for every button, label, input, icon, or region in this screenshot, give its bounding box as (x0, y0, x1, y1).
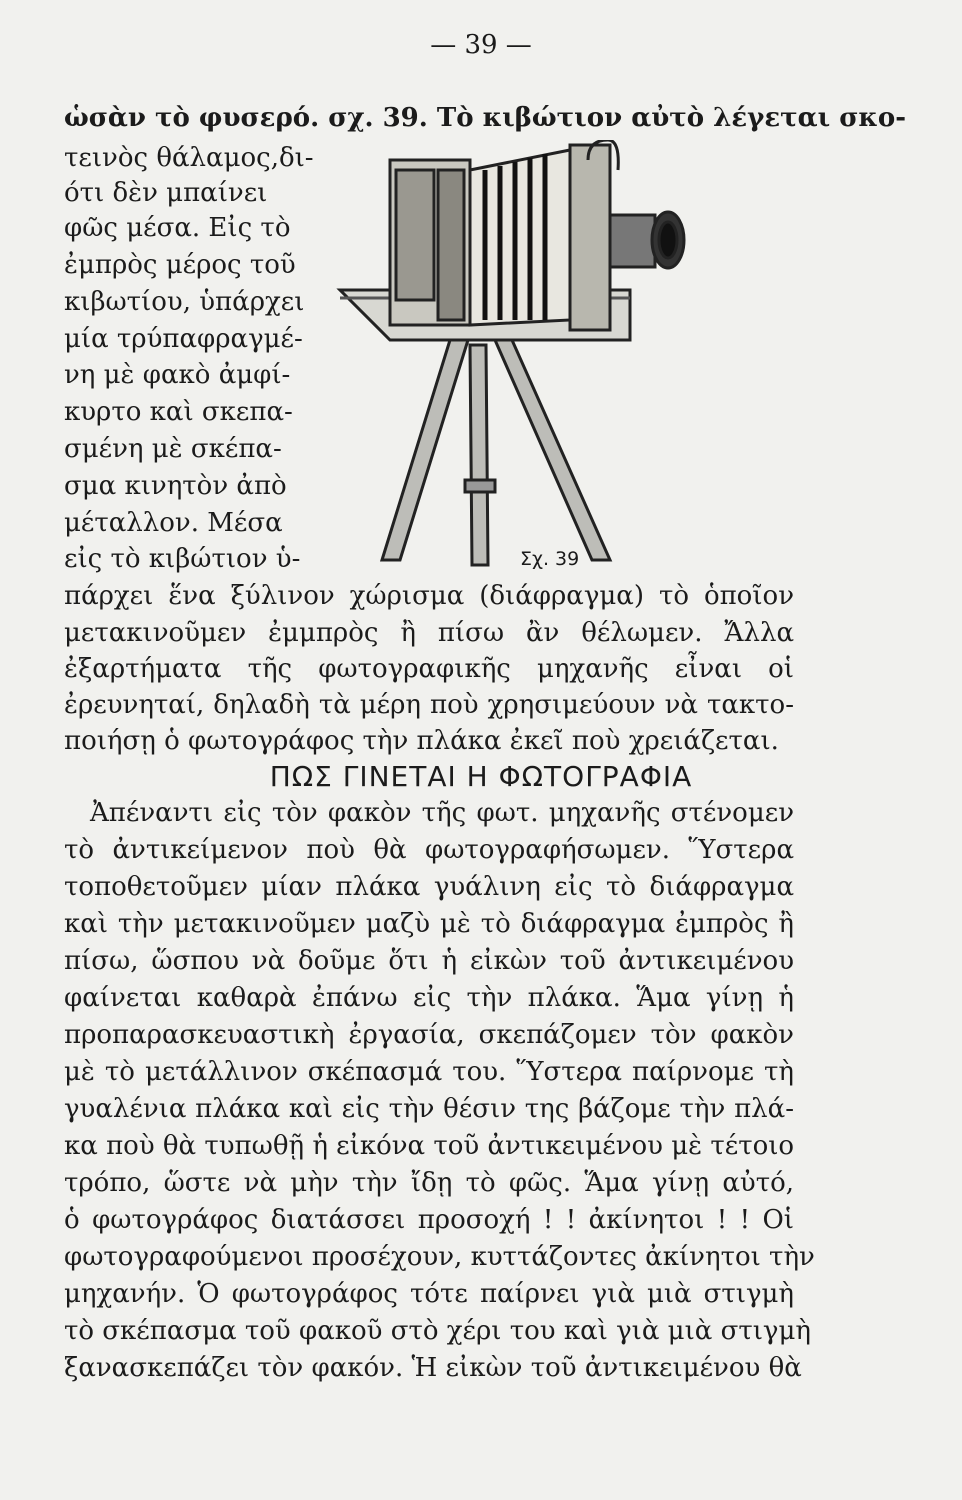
text-line: γυαλένια πλάκα καὶ εἰς τὴν θέσιν της βάζομε τὴν πλά- (64, 1094, 794, 1124)
text-line: κα ποὺ θὰ τυπωθῇ ἡ εἰκόνα τοῦ ἀντικειμένου μὲ τέτοιο (64, 1131, 795, 1161)
text-line: κυρτο καὶ σκεπα- (64, 397, 293, 427)
text-line: μέταλλον. Μέσα (64, 508, 283, 538)
text-line: ἐρευνηταί, δηλαδὴ τὰ μέρη ποὺ χρησιμεύουν νὰ τακτο- (64, 690, 794, 720)
text-line: φῶς μέσα. Εἰς τὸ (64, 213, 291, 243)
section-heading: ΠΩΣ ΓΙΝΕΤΑΙ Η ΦΩΤΟΓΡΑΦΙΑ (269, 760, 693, 793)
text-line: καὶ τὴν μετακινοῦμεν μαζὺ μὲ τὸ διάφραγμα ἐμπρὸς ἢ (64, 909, 794, 939)
text-line: ότι δὲν μπαίνει (64, 178, 268, 208)
text-line: τεινὸς θάλαμος,δι- (64, 143, 314, 173)
text-line: πίσω, ὥσπου νὰ δοῦμε ὅτι ἡ εἰκὼν τοῦ ἀντικειμένου (64, 946, 794, 976)
text-line: μὲ τὸ μετάλλινον σκέπασμά του. Ὕστερα παίρνομε τὴ (64, 1057, 794, 1087)
text-line: πάρχει ἕνα ξύλινον χώρισμα (διάφραγμα) τὸ ὁποῖον (64, 581, 794, 611)
text-line: κιβωτίου, ὑπάρχει (64, 287, 305, 317)
page-number: — 39 — (430, 30, 532, 60)
text-line: εἰς τὸ κιβώτιον ὑ- (64, 544, 301, 574)
text-line: φωτογραφούμενοι προσέχουν, κυττάζοντες ἀκίνητοι τὴν (64, 1242, 815, 1272)
text-line: τὸ ἀντικείμενον ποὺ θὰ φωτογραφήσωμεν. Ὕστερα (64, 835, 794, 865)
text-line: ἐξαρτήματα τῆς φωτογραφικῆς μηχανῆς εἶναι οἱ (64, 654, 794, 684)
text-line: νη μὲ φακὸ ἀμφί- (64, 360, 291, 390)
text-line: τὸ σκέπασμα τοῦ φακοῦ στὸ χέρι του καὶ γιὰ μιὰ στιγμὴ (64, 1316, 811, 1346)
text-line: Ἀπέναντι εἰς τὸν φακὸν τῆς φωτ. μηχανῆς στένομεν (90, 798, 794, 828)
text-line: μία τρύπαφραγμέ- (64, 324, 303, 354)
camera-body (340, 140, 684, 340)
text-line: σμένη μὲ σκέπα- (64, 434, 282, 464)
text-line: τοποθετοῦμεν μίαν πλάκα γυάλινη εἰς τὸ διάφραγμα (64, 872, 794, 902)
text-line: ποιήσῃ ὁ φωτογράφος τὴν πλάκα ἐκεῖ ποὺ χρειάζεται. (64, 726, 779, 756)
text-line: ὡσὰν τὸ φυσερό. σχ. 39. Τὸ κιβώτιον αὐτὸ λέγεται σκο- (64, 103, 907, 133)
text-line: ὁ φωτογράφος διατάσσει προσοχή ! ! ἀκίνητοι ! ! Οἱ (64, 1205, 794, 1235)
text-line: ἐμπρὸς μέρος τοῦ (64, 250, 296, 280)
text-line: φαίνεται καθαρὰ ἐπάνω εἰς τὴν πλάκα. Ἅμα γίνῃ ἡ (64, 983, 794, 1013)
tripod (382, 340, 610, 565)
text-line: προπαρασκευαστικὴ ἐργασία, σκεπάζομεν τὸν φακὸν (64, 1020, 794, 1050)
text-line: τρόπο, ὥστε νὰ μὴν τὴν ἴδῃ τὸ φῶς. Ἅμα γίνῃ αὐτό, (64, 1168, 794, 1198)
text-line: μετακινοῦμεν ἐμμπρὸς ἢ πίσω ἂν θέλωμεν. Ἄλλα (64, 618, 794, 648)
figure-caption: Σχ. 39 (520, 548, 580, 570)
text-line: σμα κινητὸν ἀπὸ (64, 471, 287, 501)
camera-illustration (330, 140, 710, 580)
text-line: ξανασκεπάζει τὸν φακόν. Ἡ εἰκὼν τοῦ ἀντικειμένου θὰ (64, 1353, 802, 1383)
text-line: μηχανήν. Ὁ φωτογράφος τότε παίρνει γιὰ μιὰ στιγμὴ (64, 1279, 794, 1309)
